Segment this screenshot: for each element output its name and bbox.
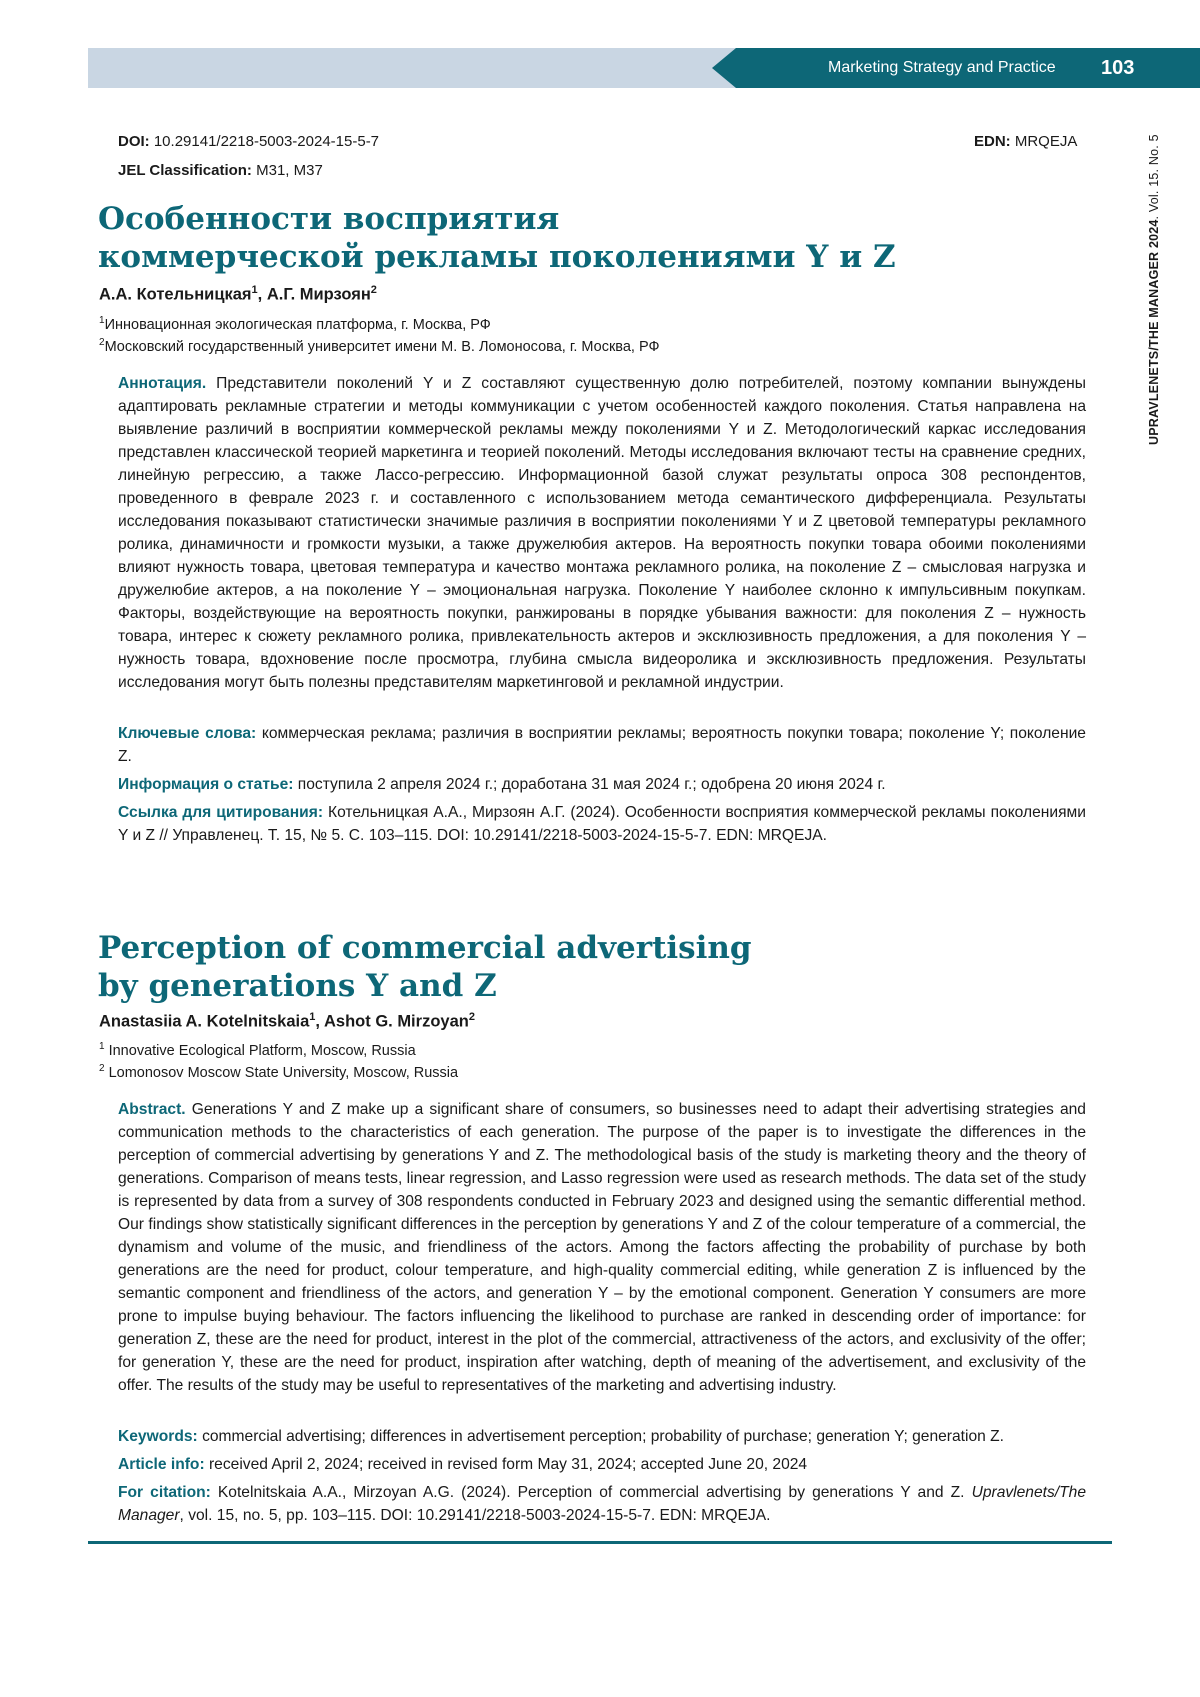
article-info-ru-text: поступила 2 апреля 2024 г.; доработана 31 мая 2024 г.; одобрена 20 июня 2024 г. bbox=[297, 776, 886, 793]
abstract-en bbox=[118, 1098, 1086, 1397]
affiliation-ru-1: $^1$Инновационная экологическая платформа, г. Москва, РФ bbox=[99, 315, 491, 333]
author-ru-2: А.Г. Мирзоян bbox=[266, 285, 371, 304]
citation-ru-label: Ссылка для цитирования: bbox=[118, 804, 324, 821]
jel-line bbox=[118, 162, 323, 179]
abstract-ru-text: Представители поколений Y и Z составляют существенную долю потребителей, поэтому компании вынуждены адаптировать рекламные стратегии и методы коммуникации с учетом особенностей каждого поколения. Статья направлена на выявление различий в восприятии коммерческой рекламы между поколениями Y и Z. Методологический каркас исследования представлен классической теорией маркетинга и теорией поколений. Методы исследования включают тесты на сравнение средних, линейную регрессию, а также Лассо-регрессию. Информационной базой служат результаты опроса 308 респондентов, проведенного в феврале 2023 г. и составленного с использованием метода семантического дифференциала. Результаты исследования показывают статистически значимые различия в восприятии поколениями Y и Z цветовой температуры рекламного ролика, динамичности и громкости музыки, а также дружелюбия актеров. На вероятность покупки товара обоими поколениями влияют нужность товара, цветовая температура и качество монтажа рекламного ролика, на поколение Z – смысловая нагрузка и дружелюбие актеров, а на поколение Y – эмоциональная нагрузка. Поколение Y наиболее склонно к импульсивным покупкам. Факторы, воздействующие на вероятность покупки, ранжированы в порядке убывания важности: для поколения Z – нужность товара, интерес к сюжету рекламного ролика, привлекательность актеров и эксклюзивность предложения, а для поколения Y – нужность товара, вдохновение после просмотра, глубина смысла видеоролика и эксклюзивность предложения. Результаты исследования могут быть полезны представителям маркетинговой и рекламной индустрии. bbox=[118, 375, 1086, 691]
edn-label: EDN: bbox=[974, 133, 1011, 150]
bottom-rule bbox=[88, 1541, 1112, 1544]
abstract-en-text: Generations Y and Z make up a significant share of consumers, so businesses need to adapt their advertising strategies and communication methods to the characteristics of each generation. The purpose of the paper is to investigate the differences in the perception of commercial advertising by generations Y and Z. The methodological basis of the study is marketing theory and the theory of generations. Comparison of means tests, linear regression, and Lasso regression were used as research methods. The data set of the study is represented by data from a survey of 308 respondents conducted in February 2023 and designed using the semantic differential method. Our findings show statistically significant differences in the perception by generations Y and Z of the colour temperature of a commercial, the dynamism and volume of the music, and friendliness of the actors. Among the factors affecting the probability of purchase by both generations are the need for product, colour temperature, and high-quality commercial editing, while generation Z is influenced by the semantic component and friendliness of the actors, and generation Y – by the emotional component. Generation Y consumers are more prone to impulse buying behaviour. The factors influencing the likelihood to purchase are ranked in descending order of importance: for generation Z, these are the need for product, interest in the plot of the commercial, attractiveness of the actors, and exclusivity of the offer; for generation Y, these are the need for product, inspiration after watching, depth of meaning of the advertisement, and exclusivity of the offer. The results of the study may be useful to representatives of the marketing and advertising industry. bbox=[118, 1101, 1086, 1394]
title-en-line2: by generations Y and Z bbox=[98, 968, 497, 1004]
edn-line bbox=[974, 133, 1077, 150]
citation-en-journal: Upravlenets/The Manager bbox=[118, 1484, 1086, 1524]
page-number: 103 bbox=[1101, 57, 1135, 79]
authors-ru: А.А. Котельницкая$^1$, А.Г. Мирзоян$^2$ bbox=[99, 284, 377, 304]
affiliation-en-1-text: Innovative Ecological Platform, Moscow, Russia bbox=[108, 1042, 416, 1059]
article-info-ru bbox=[118, 773, 1086, 796]
keywords-ru-label: Ключевые слова: bbox=[118, 725, 257, 742]
citation-ru-text: Котельницкая А.А., Мирзоян А.Г. (2024). Особенности восприятия коммерческой рекламы поколениями Y и Z // Управленец. Т. 15, № 5. С. 103–115. DOI: 10.29141/2218-5003-2024-15-5-7. EDN: MRQEJA. bbox=[118, 804, 1086, 844]
keywords-en-text: commercial advertising; differences in advertisement perception; probability of purchase; generation Y; generation Z. bbox=[202, 1428, 1005, 1445]
citation-en bbox=[118, 1481, 1086, 1527]
title-en bbox=[98, 929, 752, 1005]
abstract-ru bbox=[118, 372, 1086, 694]
journal-volume: . Vol. 15. No. 5 bbox=[1147, 134, 1161, 220]
edn-value: MRQEJA bbox=[1014, 133, 1078, 150]
journal-side-caption bbox=[1147, 134, 1161, 445]
jel-label: JEL Classification: bbox=[118, 162, 252, 179]
keywords-ru-text: коммерческая реклама; различия в восприятии рекламы; вероятность покупки товара; поколение Y; поколение Z. bbox=[118, 725, 1086, 765]
title-ru bbox=[98, 200, 896, 276]
journal-name: UPRAVLENETS/THE MANAGER 2024 bbox=[1147, 219, 1161, 445]
article-info-en-label: Article info: bbox=[118, 1456, 205, 1473]
affiliation-ru-2-text: Московский государственный университет имени М. В. Ломоносова, г. Москва, РФ bbox=[104, 338, 660, 355]
author-en-2: Ashot G. Mirzoyan bbox=[323, 1012, 469, 1031]
title-ru-line1: Особенности восприятия bbox=[98, 201, 560, 237]
affiliation-en-2: $^2$ Lomonosov Moscow State University, Moscow, Russia bbox=[99, 1063, 459, 1081]
abstract-en-label: Abstract. bbox=[118, 1101, 186, 1118]
article-info-en bbox=[118, 1453, 1086, 1476]
doi-label: DOI: bbox=[118, 133, 150, 150]
title-ru-line2: коммерческой рекламы поколениями Y и Z bbox=[98, 239, 896, 275]
affiliation-ru-2: $^2$Московский государственный университет имени М. В. Ломоносова, г. Москва, РФ bbox=[99, 337, 660, 355]
keywords-en bbox=[118, 1425, 1086, 1448]
citation-ru bbox=[118, 801, 1086, 847]
citation-en-label: For citation: bbox=[118, 1484, 211, 1501]
article-info-ru-label: Информация о статье: bbox=[118, 776, 294, 793]
doi-value[interactable]: 10.29141/2218-5003-2024-15-5-7 bbox=[153, 133, 380, 150]
keywords-en-label: Keywords: bbox=[118, 1428, 198, 1445]
abstract-ru-label: Аннотация. bbox=[118, 375, 207, 392]
affiliation-en-1: $^1$ Innovative Ecological Platform, Moscow, Russia bbox=[99, 1041, 416, 1059]
doi-line bbox=[118, 133, 379, 150]
affiliation-ru-1-text: Инновационная экологическая платформа, г. Москва, РФ bbox=[104, 316, 491, 333]
author-en-1: Anastasiia A. Kotelnitskaia bbox=[99, 1012, 310, 1031]
citation-en-text: Kotelnitskaia A.A., Mirzoyan A.G. (2024). Perception of commercial advertising by generations Y and Z. bbox=[217, 1484, 972, 1501]
citation-en-tail: , vol. 15, no. 5, pp. 103–115. DOI: 10.29141/2218-5003-2024-15-5-7. EDN: MRQEJA. bbox=[179, 1507, 771, 1524]
article-info-en-text: received April 2, 2024; received in revised form May 31, 2024; accepted June 20, 2024 bbox=[208, 1456, 808, 1473]
title-en-line1: Perception of commercial advertising bbox=[98, 930, 752, 966]
authors-en: Anastasiia A. Kotelnitskaia$^1$, Ashot G. Mirzoyan$^2$ bbox=[99, 1011, 475, 1031]
header-section-title: Marketing Strategy and Practice bbox=[828, 59, 1056, 76]
affiliation-en-2-text: Lomonosov Moscow State University, Moscow, Russia bbox=[108, 1064, 459, 1081]
keywords-ru bbox=[118, 722, 1086, 768]
author-ru-1: А.А. Котельницкая bbox=[99, 285, 252, 304]
jel-value: M31, M37 bbox=[256, 162, 323, 179]
